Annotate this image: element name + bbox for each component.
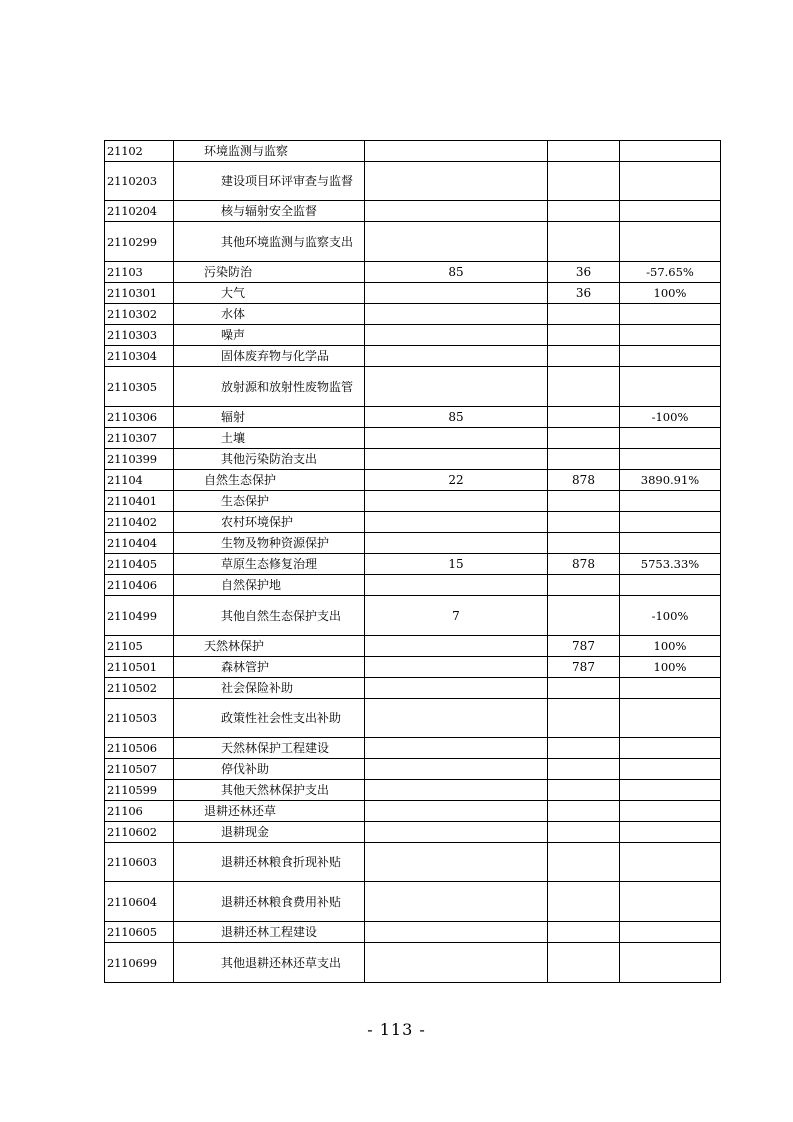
item-code: 2110405: [105, 554, 174, 575]
change-percent: [620, 575, 721, 596]
item-code: 2110303: [105, 325, 174, 346]
table-row: [105, 346, 721, 367]
current-year-amount: [548, 822, 620, 843]
table-row: [105, 738, 721, 759]
item-name: 其他自然生态保护支出: [174, 596, 365, 636]
change-percent: [620, 699, 721, 738]
item-code: 2110302: [105, 304, 174, 325]
table-row: [105, 304, 721, 325]
prior-year-amount: [365, 843, 548, 882]
prior-year-amount: [365, 759, 548, 780]
table-row: [105, 575, 721, 596]
table-row: [105, 822, 721, 843]
prior-year-amount: [365, 512, 548, 533]
change-percent: [620, 222, 721, 262]
item-name: 退耕现金: [174, 822, 365, 843]
table-row: [105, 162, 721, 201]
change-percent: 5753.33%: [620, 554, 721, 575]
item-code: 2110501: [105, 657, 174, 678]
current-year-amount: [548, 699, 620, 738]
current-year-amount: [548, 843, 620, 882]
item-name: 草原生态修复治理: [174, 554, 365, 575]
prior-year-amount: [365, 141, 548, 162]
table-row: [105, 407, 721, 428]
prior-year-amount: [365, 533, 548, 554]
item-name: 土壤: [174, 428, 365, 449]
item-name: 环境监测与监察: [174, 141, 365, 162]
current-year-amount: 787: [548, 657, 620, 678]
change-percent: [620, 367, 721, 407]
item-code: 2110301: [105, 283, 174, 304]
prior-year-amount: [365, 367, 548, 407]
prior-year-amount: 15: [365, 554, 548, 575]
prior-year-amount: [365, 575, 548, 596]
table-row: [105, 780, 721, 801]
change-percent: 3890.91%: [620, 470, 721, 491]
table-row: [105, 657, 721, 678]
prior-year-amount: [365, 882, 548, 922]
item-name: 污染防治: [174, 262, 365, 283]
table-row: [105, 325, 721, 346]
table-row: [105, 470, 721, 491]
current-year-amount: 878: [548, 470, 620, 491]
current-year-amount: [548, 141, 620, 162]
table-row: [105, 882, 721, 922]
item-code: 2110307: [105, 428, 174, 449]
table-row: [105, 636, 721, 657]
table-row: [105, 491, 721, 512]
item-name: 核与辐射安全监督: [174, 201, 365, 222]
current-year-amount: [548, 738, 620, 759]
current-year-amount: [548, 943, 620, 983]
current-year-amount: [548, 201, 620, 222]
prior-year-amount: [365, 304, 548, 325]
change-percent: [620, 346, 721, 367]
current-year-amount: [548, 759, 620, 780]
item-name: 大气: [174, 283, 365, 304]
item-name: 退耕还林还草: [174, 801, 365, 822]
prior-year-amount: [365, 699, 548, 738]
table-row: [105, 201, 721, 222]
item-name: 天然林保护: [174, 636, 365, 657]
current-year-amount: [548, 512, 620, 533]
item-code: 21105: [105, 636, 174, 657]
item-name: 生态保护: [174, 491, 365, 512]
item-name: 自然保护地: [174, 575, 365, 596]
item-code: 21102: [105, 141, 174, 162]
change-percent: -100%: [620, 407, 721, 428]
change-percent: [620, 882, 721, 922]
current-year-amount: [548, 407, 620, 428]
item-code: 2110699: [105, 943, 174, 983]
item-code: 2110602: [105, 822, 174, 843]
prior-year-amount: [365, 449, 548, 470]
current-year-amount: [548, 367, 620, 407]
table-body: [105, 141, 721, 983]
change-percent: [620, 325, 721, 346]
prior-year-amount: [365, 657, 548, 678]
prior-year-amount: [365, 678, 548, 699]
table-row: [105, 512, 721, 533]
prior-year-amount: 7: [365, 596, 548, 636]
table-row: [105, 922, 721, 943]
item-name: 政策性社会性支出补助: [174, 699, 365, 738]
current-year-amount: [548, 922, 620, 943]
item-code: 2110402: [105, 512, 174, 533]
prior-year-amount: [365, 738, 548, 759]
item-name: 森林管护: [174, 657, 365, 678]
change-percent: 100%: [620, 657, 721, 678]
prior-year-amount: [365, 283, 548, 304]
current-year-amount: [548, 596, 620, 636]
prior-year-amount: [365, 428, 548, 449]
page-number: - 113 -: [367, 1020, 426, 1039]
change-percent: [620, 141, 721, 162]
item-code: 2110401: [105, 491, 174, 512]
table-row: [105, 596, 721, 636]
change-percent: [620, 801, 721, 822]
item-code: 2110499: [105, 596, 174, 636]
change-percent: [620, 533, 721, 554]
table-row: [105, 843, 721, 882]
prior-year-amount: [365, 491, 548, 512]
change-percent: [620, 780, 721, 801]
table-row: [105, 801, 721, 822]
change-percent: [620, 304, 721, 325]
item-code: 2110599: [105, 780, 174, 801]
item-code: 2110604: [105, 882, 174, 922]
item-code: 2110204: [105, 201, 174, 222]
item-name: 辐射: [174, 407, 365, 428]
item-code: 21106: [105, 801, 174, 822]
item-name: 退耕还林粮食费用补贴: [174, 882, 365, 922]
current-year-amount: 36: [548, 262, 620, 283]
change-percent: [620, 162, 721, 201]
table-row: [105, 262, 721, 283]
prior-year-amount: [365, 325, 548, 346]
item-name: 放射源和放射性废物监管: [174, 367, 365, 407]
item-code: 2110304: [105, 346, 174, 367]
item-name: 自然生态保护: [174, 470, 365, 491]
current-year-amount: [548, 449, 620, 470]
item-name: 其他环境监测与监察支出: [174, 222, 365, 262]
item-name: 建设项目环评审查与监督: [174, 162, 365, 201]
change-percent: [620, 922, 721, 943]
item-code: 2110603: [105, 843, 174, 882]
current-year-amount: [548, 780, 620, 801]
change-percent: [620, 759, 721, 780]
table-row: [105, 678, 721, 699]
current-year-amount: [548, 346, 620, 367]
current-year-amount: 787: [548, 636, 620, 657]
item-code: 2110605: [105, 922, 174, 943]
change-percent: [620, 738, 721, 759]
table-row: [105, 283, 721, 304]
item-name: 农村环境保护: [174, 512, 365, 533]
table-row: [105, 554, 721, 575]
change-percent: -57.65%: [620, 262, 721, 283]
change-percent: [620, 491, 721, 512]
change-percent: [620, 943, 721, 983]
current-year-amount: [548, 678, 620, 699]
item-code: 2110506: [105, 738, 174, 759]
budget-table: [104, 140, 721, 983]
table-row: [105, 533, 721, 554]
item-code: 2110305: [105, 367, 174, 407]
item-name: 停伐补助: [174, 759, 365, 780]
item-code: 2110507: [105, 759, 174, 780]
prior-year-amount: [365, 822, 548, 843]
item-code: 2110399: [105, 449, 174, 470]
table-row: [105, 428, 721, 449]
item-name: 社会保险补助: [174, 678, 365, 699]
prior-year-amount: [365, 801, 548, 822]
change-percent: 100%: [620, 636, 721, 657]
current-year-amount: [548, 533, 620, 554]
change-percent: [620, 428, 721, 449]
item-code: 2110406: [105, 575, 174, 596]
prior-year-amount: [365, 162, 548, 201]
current-year-amount: [548, 428, 620, 449]
item-name: 生物及物种资源保护: [174, 533, 365, 554]
change-percent: [620, 201, 721, 222]
current-year-amount: [548, 882, 620, 922]
item-name: 其他污染防治支出: [174, 449, 365, 470]
item-name: 其他天然林保护支出: [174, 780, 365, 801]
item-name: 固体废弃物与化学品: [174, 346, 365, 367]
current-year-amount: 878: [548, 554, 620, 575]
current-year-amount: [548, 325, 620, 346]
current-year-amount: [548, 304, 620, 325]
item-code: 2110404: [105, 533, 174, 554]
item-code: 2110203: [105, 162, 174, 201]
prior-year-amount: 22: [365, 470, 548, 491]
item-name: 退耕还林粮食折现补贴: [174, 843, 365, 882]
item-name: 噪声: [174, 325, 365, 346]
current-year-amount: [548, 801, 620, 822]
change-percent: [620, 449, 721, 470]
prior-year-amount: [365, 943, 548, 983]
table-row: [105, 759, 721, 780]
change-percent: [620, 843, 721, 882]
prior-year-amount: [365, 346, 548, 367]
prior-year-amount: 85: [365, 262, 548, 283]
current-year-amount: [548, 491, 620, 512]
table-row: [105, 449, 721, 470]
prior-year-amount: [365, 922, 548, 943]
table-row: [105, 222, 721, 262]
item-code: 2110306: [105, 407, 174, 428]
item-name: 其他退耕还林还草支出: [174, 943, 365, 983]
prior-year-amount: 85: [365, 407, 548, 428]
table-row: [105, 141, 721, 162]
table-row: [105, 943, 721, 983]
item-code: 2110502: [105, 678, 174, 699]
prior-year-amount: [365, 201, 548, 222]
item-code: 21104: [105, 470, 174, 491]
prior-year-amount: [365, 636, 548, 657]
item-name: 水体: [174, 304, 365, 325]
change-percent: -100%: [620, 596, 721, 636]
current-year-amount: [548, 162, 620, 201]
item-code: 2110503: [105, 699, 174, 738]
table-row: [105, 699, 721, 738]
table-row: [105, 367, 721, 407]
current-year-amount: [548, 575, 620, 596]
change-percent: [620, 512, 721, 533]
item-name: 退耕还林工程建设: [174, 922, 365, 943]
item-code: 21103: [105, 262, 174, 283]
change-percent: 100%: [620, 283, 721, 304]
current-year-amount: 36: [548, 283, 620, 304]
change-percent: [620, 678, 721, 699]
prior-year-amount: [365, 222, 548, 262]
current-year-amount: [548, 222, 620, 262]
item-code: 2110299: [105, 222, 174, 262]
change-percent: [620, 822, 721, 843]
item-name: 天然林保护工程建设: [174, 738, 365, 759]
prior-year-amount: [365, 780, 548, 801]
